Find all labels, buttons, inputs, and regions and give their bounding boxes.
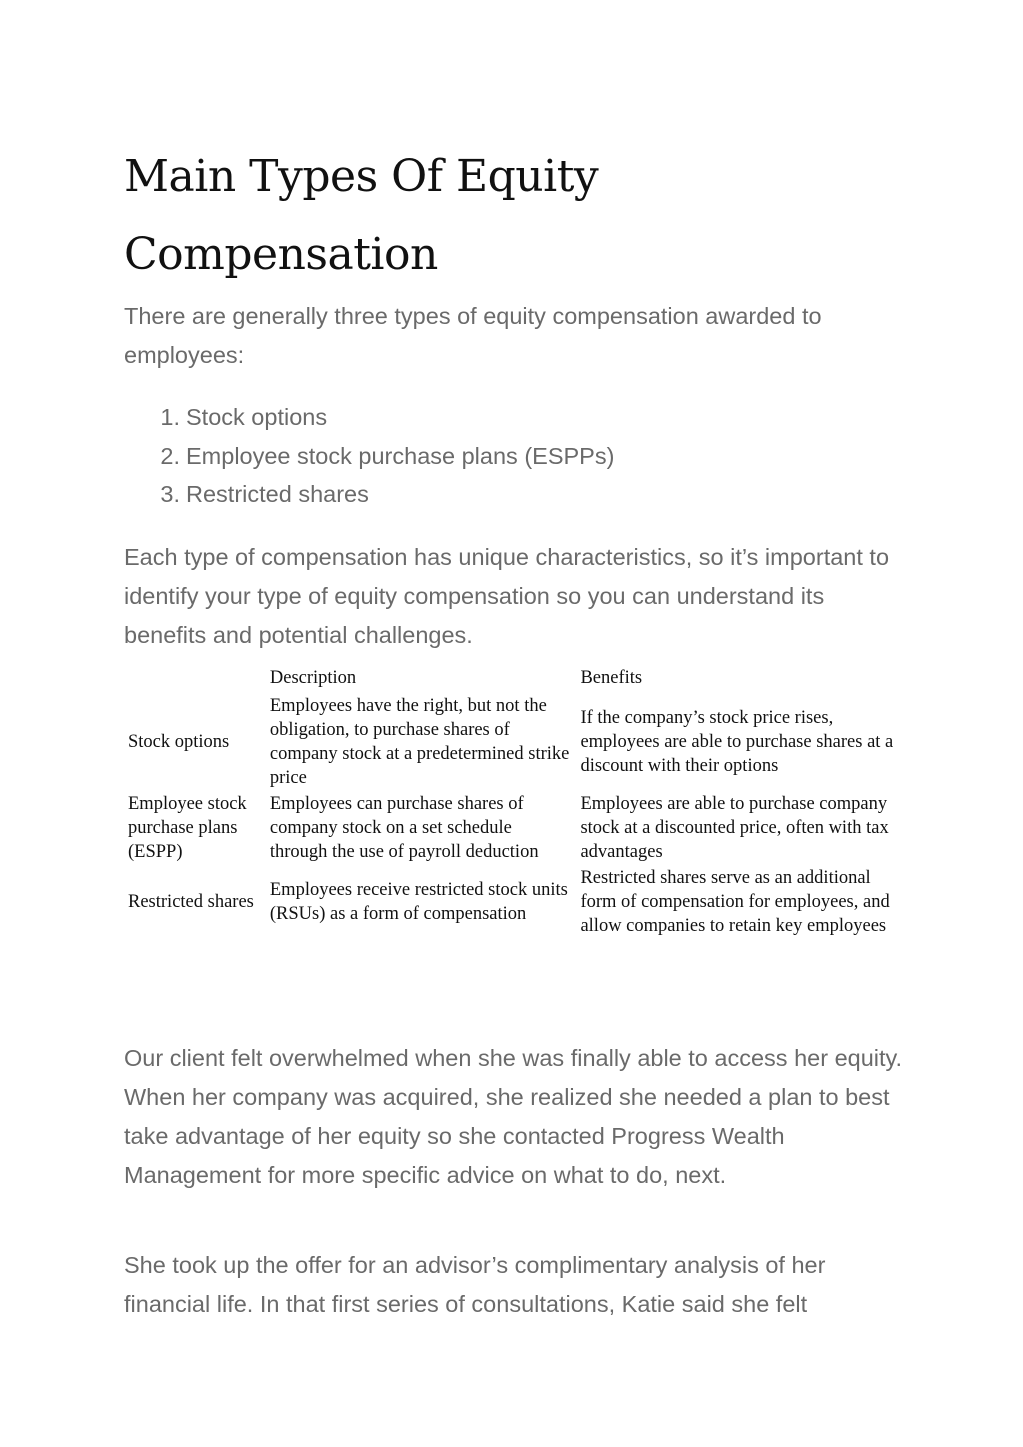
table-header-cell: Benefits <box>580 668 643 688</box>
table-cell-type: Stock options <box>128 732 230 752</box>
list-item-number: 1. <box>160 404 180 430</box>
list-item-number: 3. <box>160 481 180 507</box>
table-cell-description: Employees have the right, but not the obligation, to purchase shares of company stock at a predetermined strike price <box>269 696 570 788</box>
list-item <box>124 475 824 514</box>
table-cell-benefits: Restricted shares serve as an additional form of compensation for employees, and allow companies to retain key employees <box>580 868 890 936</box>
types-list <box>124 398 824 514</box>
intro-paragraph: There are generally three types of equity compensation awarded to employees: <box>124 303 822 368</box>
table-header-cell <box>124 664 266 693</box>
table-header-row <box>124 664 904 693</box>
advisor-offer-paragraph: She took up the offer for an advisor’s complimentary analysis of her financial life. In that first series of consultations, Katie said she felt <box>124 1252 826 1317</box>
page-title: Main Types Of Equity Compensation <box>124 151 599 280</box>
list-item-label: Employee stock purchase plans (ESPPs) <box>186 442 615 469</box>
table-row <box>124 791 904 865</box>
list-item <box>124 398 824 437</box>
list-item-number: 2. <box>160 442 180 469</box>
list-item-label: Restricted shares <box>186 481 369 507</box>
table-cell-type: Employee stock purchase plans (ESPP) <box>128 794 247 862</box>
table-cell-description: Employees receive restricted stock units (RSUs) as a form of compensation <box>269 880 568 924</box>
table-cell-benefits: If the company’s stock price rises, employees are able to purchase shares at a discount with their options <box>580 708 894 776</box>
table-cell-type: Restricted shares <box>128 892 254 912</box>
equity-comparison-table <box>124 664 904 939</box>
table-row <box>124 865 904 939</box>
table-cell-benefits: Employees are able to purchase company stock at a discounted price, often with tax advantages <box>580 794 889 862</box>
table-header-cell: Description <box>269 668 357 688</box>
list-item <box>124 437 824 476</box>
client-story-paragraph: Our client felt overwhelmed when she was finally able to access her equity. When her company was acquired, she realized she needed a plan to best take advantage of her equity so she contacted Progress Wealth Management for more specific advice on what to do, next. <box>124 1045 903 1188</box>
list-item-label: Stock options <box>186 404 328 430</box>
table-row <box>124 693 904 791</box>
table-cell-description: Employees can purchase shares of company stock on a set schedule through the use of payroll deduction <box>269 794 539 862</box>
characteristics-paragraph: Each type of compensation has unique characteristics, so it’s important to identify your type of equity compensation so you can understand its benefits and potential challenges. <box>124 544 890 648</box>
